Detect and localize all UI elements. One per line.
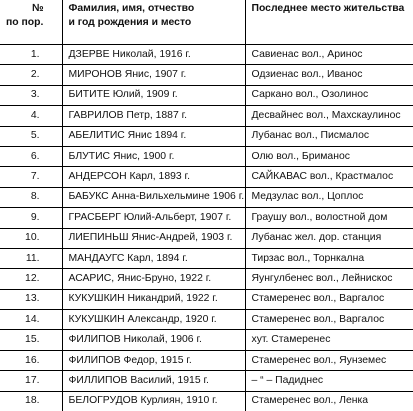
- row-name: БЛУТИС Янис, 1900 г.: [62, 146, 245, 166]
- table-header: [0, 0, 413, 45]
- row-name: ГРАСБЕРГ Юлий-Альберт, 1907 г.: [62, 208, 245, 228]
- table-row: [0, 330, 413, 350]
- row-place: хут. Стамеренес: [245, 330, 413, 350]
- header-place-line1: Последнее место жительства: [252, 2, 410, 16]
- row-number: 1.: [0, 45, 62, 65]
- table-body: [0, 45, 413, 411]
- row-name: КУКУШКИН Александр, 1920 г.: [62, 310, 245, 330]
- header-place: [245, 0, 413, 45]
- row-place: Граушу вол., волостной дом: [245, 208, 413, 228]
- row-place: Тирзас вол., Торнкална: [245, 248, 413, 268]
- row-name: ФИЛЛИПОВ Василий, 1915 г.: [62, 371, 245, 391]
- row-name: ФИЛИПОВ Николай, 1906 г.: [62, 330, 245, 350]
- row-place: Лубанас вол., Писмалос: [245, 126, 413, 146]
- table-row: [0, 45, 413, 65]
- row-place: Стамеренес вол., Варгалос: [245, 289, 413, 309]
- table-row: [0, 85, 413, 105]
- table-row: [0, 269, 413, 289]
- row-name: БАБУКС Анна-Вильхельмине 1906 г.: [62, 187, 245, 207]
- table-row: [0, 106, 413, 126]
- row-place: – “ – Падиднес: [245, 371, 413, 391]
- row-place: Стамеренес вол., Ленка: [245, 391, 413, 411]
- table-row: [0, 187, 413, 207]
- row-name: БИТИТЕ Юлий, 1909 г.: [62, 85, 245, 105]
- row-place: Савиенас вол., Аринос: [245, 45, 413, 65]
- header-row: [0, 0, 413, 45]
- header-number-line2: по пор.: [6, 16, 58, 30]
- row-place: Десвайнес вол., Махскаулинос: [245, 106, 413, 126]
- row-number: 11.: [0, 248, 62, 268]
- table-row: [0, 65, 413, 85]
- table-row: [0, 350, 413, 370]
- row-place: Стамеренес вол., Варгалос: [245, 310, 413, 330]
- row-number: 3.: [0, 85, 62, 105]
- header-name-line2: и год рождения и место: [69, 16, 241, 30]
- table-row: [0, 208, 413, 228]
- row-number: 16.: [0, 350, 62, 370]
- header-number: [0, 0, 62, 45]
- row-number: 17.: [0, 371, 62, 391]
- table-row: [0, 371, 413, 391]
- row-place: Олю вол., Бриманос: [245, 146, 413, 166]
- row-place: Медзулас вол., Цоплос: [245, 187, 413, 207]
- row-number: 18.: [0, 391, 62, 411]
- row-place: Саркано вол., Озолинос: [245, 85, 413, 105]
- row-name: ФИЛИПОВ Федор, 1915 г.: [62, 350, 245, 370]
- row-number: 7.: [0, 167, 62, 187]
- table-row: [0, 391, 413, 411]
- row-name: ЛИЕПИНЬШ Янис-Андрей, 1903 г.: [62, 228, 245, 248]
- header-number-line1: №: [32, 2, 58, 16]
- row-number: 5.: [0, 126, 62, 146]
- row-number: 14.: [0, 310, 62, 330]
- header-name-line1: Фамилия, имя, отчество: [69, 2, 241, 16]
- row-number: 13.: [0, 289, 62, 309]
- row-number: 8.: [0, 187, 62, 207]
- row-name: КУКУШКИН Никандрий, 1922 г.: [62, 289, 245, 309]
- row-place: Одзиенас вол., Иванос: [245, 65, 413, 85]
- table-row: [0, 310, 413, 330]
- table-row: [0, 228, 413, 248]
- row-name: АНДЕРСОН Карл, 1893 г.: [62, 167, 245, 187]
- row-name: ГАВРИЛОВ Петр, 1887 г.: [62, 106, 245, 126]
- row-number: 2.: [0, 65, 62, 85]
- row-place: Лубанас жел. дор. станция: [245, 228, 413, 248]
- table-row: [0, 146, 413, 166]
- row-place: САЙКАВАС вол., Крастмалос: [245, 167, 413, 187]
- row-number: 15.: [0, 330, 62, 350]
- row-number: 12.: [0, 269, 62, 289]
- row-place: Стамеренес вол., Яунземес: [245, 350, 413, 370]
- table-row: [0, 248, 413, 268]
- table-row: [0, 289, 413, 309]
- table-row: [0, 167, 413, 187]
- row-number: 6.: [0, 146, 62, 166]
- row-number: 10.: [0, 228, 62, 248]
- row-name: ДЗЕРВЕ Николай, 1916 г.: [62, 45, 245, 65]
- table-row: [0, 126, 413, 146]
- row-number: 4.: [0, 106, 62, 126]
- header-name: [62, 0, 245, 45]
- row-name: МИРОНОВ Янис, 1907 г.: [62, 65, 245, 85]
- row-name: МАНДАУГС Карл, 1894 г.: [62, 248, 245, 268]
- row-number: 9.: [0, 208, 62, 228]
- row-name: АБЕЛИТИС Янис 1894 г.: [62, 126, 245, 146]
- row-name: БЕЛОГРУДОВ Курлиян, 1910 г.: [62, 391, 245, 411]
- row-place: Яунгулбенес вол., Лейнискос: [245, 269, 413, 289]
- row-name: АСАРИС, Янис-Бруно, 1922 г.: [62, 269, 245, 289]
